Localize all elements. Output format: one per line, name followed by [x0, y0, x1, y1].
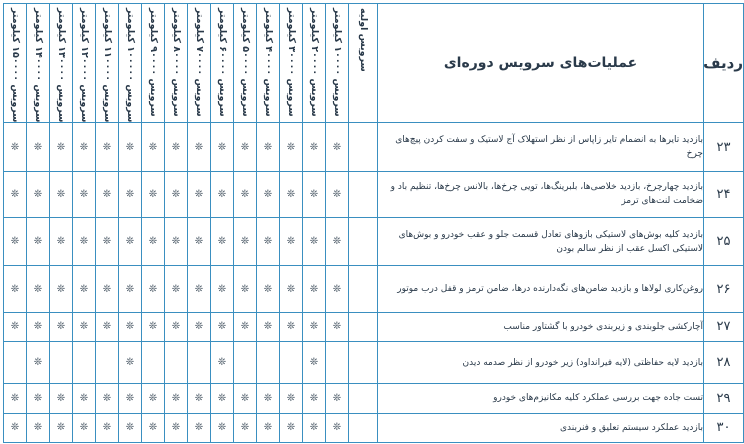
- service-header-label: سرویس ۱۰۰۰۰۰ کیلومتر: [125, 8, 136, 123]
- asterisk-mark-icon: ❊: [79, 392, 89, 404]
- asterisk-mark-icon: ❊: [102, 321, 112, 333]
- service-mark-cell: [27, 218, 50, 266]
- asterisk-mark-icon: ❊: [102, 236, 112, 248]
- service-header: [326, 4, 349, 123]
- service-mark-cell: [27, 312, 50, 341]
- asterisk-mark-icon: ❊: [102, 188, 112, 200]
- service-mark-cell: [303, 218, 326, 266]
- asterisk-mark-icon: ❊: [217, 392, 227, 404]
- asterisk-mark-icon: ❊: [286, 283, 296, 295]
- service-mark-cell: [211, 266, 234, 312]
- asterisk-mark-icon: ❊: [171, 283, 181, 295]
- service-mark-cell: [326, 413, 349, 442]
- asterisk-mark-icon: ❊: [79, 188, 89, 200]
- service-header: [165, 4, 188, 123]
- asterisk-mark-icon: ❊: [79, 422, 89, 434]
- asterisk-mark-icon: ❊: [171, 321, 181, 333]
- asterisk-mark-icon: ❊: [10, 141, 20, 153]
- service-mark-cell: [280, 218, 303, 266]
- asterisk-mark-icon: ❊: [33, 357, 43, 369]
- service-mark-cell: [188, 384, 211, 413]
- asterisk-mark-icon: ❊: [79, 141, 89, 153]
- asterisk-mark-icon: ❊: [33, 321, 43, 333]
- asterisk-mark-icon: ❊: [148, 392, 158, 404]
- asterisk-mark-icon: ❊: [33, 141, 43, 153]
- service-header: [142, 4, 165, 123]
- service-mark-cell: [326, 312, 349, 341]
- service-header: [4, 4, 27, 123]
- asterisk-mark-icon: ❊: [125, 141, 135, 153]
- asterisk-mark-icon: ❊: [240, 283, 250, 295]
- asterisk-mark-icon: ❊: [240, 321, 250, 333]
- asterisk-mark-icon: ❊: [240, 236, 250, 248]
- service-mark-cell: [165, 312, 188, 341]
- asterisk-mark-icon: ❊: [309, 141, 319, 153]
- asterisk-mark-icon: ❊: [125, 188, 135, 200]
- asterisk-mark-icon: ❊: [171, 141, 181, 153]
- row-number: ۲۳: [704, 123, 744, 171]
- service-mark-cell: [280, 171, 303, 217]
- service-header: [119, 4, 142, 123]
- service-mark-cell: [303, 266, 326, 312]
- operations-header: عملیات‌های سرویس دوره‌ای: [378, 4, 704, 123]
- service-header: [211, 4, 234, 123]
- service-mark-cell: [188, 218, 211, 266]
- operation-description: بازدید عملکرد سیستم تعلیق و فنربندی: [378, 413, 704, 442]
- service-header-label: سرویس ۶۰۰۰۰ کیلومتر: [217, 8, 228, 117]
- service-mark-cell: [73, 171, 96, 217]
- asterisk-mark-icon: ❊: [217, 422, 227, 434]
- asterisk-mark-icon: ❊: [79, 236, 89, 248]
- service-mark-cell: [50, 342, 73, 384]
- header-row: [4, 4, 744, 123]
- asterisk-mark-icon: ❊: [102, 141, 112, 153]
- service-header: [50, 4, 73, 123]
- asterisk-mark-icon: ❊: [217, 188, 227, 200]
- service-mark-cell: [96, 266, 119, 312]
- asterisk-mark-icon: ❊: [217, 141, 227, 153]
- table-row: [4, 312, 744, 341]
- service-header: [188, 4, 211, 123]
- asterisk-mark-icon: ❊: [286, 321, 296, 333]
- asterisk-mark-icon: ❊: [102, 392, 112, 404]
- asterisk-mark-icon: ❊: [309, 392, 319, 404]
- service-mark-cell: [257, 266, 280, 312]
- asterisk-mark-icon: ❊: [56, 283, 66, 295]
- asterisk-mark-icon: ❊: [10, 283, 20, 295]
- asterisk-mark-icon: ❊: [33, 283, 43, 295]
- asterisk-mark-icon: ❊: [56, 392, 66, 404]
- service-mark-cell: [96, 342, 119, 384]
- service-mark-cell: [188, 266, 211, 312]
- service-mark-cell: [211, 312, 234, 341]
- asterisk-mark-icon: ❊: [33, 188, 43, 200]
- service-mark-cell: [50, 123, 73, 171]
- service-header-label: سرویس ۱۵۰۰۰۰ کیلومتر: [10, 8, 21, 123]
- asterisk-mark-icon: ❊: [56, 141, 66, 153]
- asterisk-mark-icon: ❊: [263, 422, 273, 434]
- asterisk-mark-icon: ❊: [171, 392, 181, 404]
- asterisk-mark-icon: ❊: [171, 188, 181, 200]
- asterisk-mark-icon: ❊: [263, 236, 273, 248]
- asterisk-mark-icon: ❊: [217, 283, 227, 295]
- service-mark-cell: [349, 384, 378, 413]
- asterisk-mark-icon: ❊: [171, 236, 181, 248]
- service-header-label: سرویس ۹۰۰۰۰ کیلومتر: [148, 8, 159, 117]
- service-mark-cell: [27, 342, 50, 384]
- service-mark-cell: [303, 342, 326, 384]
- service-mark-cell: [96, 171, 119, 217]
- service-mark-cell: [188, 312, 211, 341]
- service-mark-cell: [326, 342, 349, 384]
- service-mark-cell: [142, 218, 165, 266]
- table-row: [4, 266, 744, 312]
- row-number: ۲۵: [704, 218, 744, 266]
- service-mark-cell: [257, 384, 280, 413]
- asterisk-mark-icon: ❊: [148, 141, 158, 153]
- service-header-label: سرویس ۲۰۰۰۰ کیلومتر: [309, 8, 320, 117]
- asterisk-mark-icon: ❊: [263, 188, 273, 200]
- asterisk-mark-icon: ❊: [240, 422, 250, 434]
- service-mark-cell: [4, 171, 27, 217]
- service-mark-cell: [234, 312, 257, 341]
- service-mark-cell: [119, 384, 142, 413]
- asterisk-mark-icon: ❊: [10, 321, 20, 333]
- asterisk-mark-icon: ❊: [263, 392, 273, 404]
- asterisk-mark-icon: ❊: [240, 188, 250, 200]
- asterisk-mark-icon: ❊: [309, 236, 319, 248]
- service-header: [73, 4, 96, 123]
- service-mark-cell: [257, 123, 280, 171]
- service-mark-cell: [349, 171, 378, 217]
- service-mark-cell: [326, 384, 349, 413]
- service-mark-cell: [280, 266, 303, 312]
- asterisk-mark-icon: ❊: [125, 283, 135, 295]
- asterisk-mark-icon: ❊: [332, 236, 342, 248]
- service-mark-cell: [119, 123, 142, 171]
- service-mark-cell: [50, 384, 73, 413]
- service-header: [96, 4, 119, 123]
- asterisk-mark-icon: ❊: [332, 283, 342, 295]
- asterisk-mark-icon: ❊: [240, 141, 250, 153]
- service-mark-cell: [303, 413, 326, 442]
- service-mark-cell: [234, 171, 257, 217]
- asterisk-mark-icon: ❊: [309, 422, 319, 434]
- service-mark-cell: [280, 312, 303, 341]
- service-mark-cell: [165, 342, 188, 384]
- table-row: [4, 123, 744, 171]
- service-mark-cell: [142, 342, 165, 384]
- service-mark-cell: [165, 218, 188, 266]
- asterisk-mark-icon: ❊: [263, 283, 273, 295]
- service-mark-cell: [326, 123, 349, 171]
- service-header-label: سرویس اولیه: [358, 8, 369, 72]
- asterisk-mark-icon: ❊: [79, 321, 89, 333]
- service-mark-cell: [257, 218, 280, 266]
- service-mark-cell: [27, 413, 50, 442]
- asterisk-mark-icon: ❊: [171, 422, 181, 434]
- operation-description: آچارکشی جلوبندی و زیربندی خودرو با گشتاور مناسب: [378, 312, 704, 341]
- service-mark-cell: [234, 342, 257, 384]
- asterisk-mark-icon: ❊: [10, 188, 20, 200]
- service-mark-cell: [4, 342, 27, 384]
- service-mark-cell: [165, 266, 188, 312]
- operation-description: بازدید کلیه بوش‌های لاستیکی بازوهای تعادل قسمت جلو و عقب خودرو و بوش‌های لاستیکی اکسل عقب از نظر سالم بودن: [378, 218, 704, 266]
- asterisk-mark-icon: ❊: [332, 422, 342, 434]
- service-mark-cell: [326, 218, 349, 266]
- service-mark-cell: [119, 266, 142, 312]
- service-mark-cell: [211, 384, 234, 413]
- service-mark-cell: [96, 384, 119, 413]
- asterisk-mark-icon: ❊: [217, 357, 227, 369]
- asterisk-mark-icon: ❊: [332, 141, 342, 153]
- service-mark-cell: [4, 312, 27, 341]
- asterisk-mark-icon: ❊: [194, 422, 204, 434]
- table-row: [4, 171, 744, 217]
- table-row: [4, 384, 744, 413]
- operation-description: بازدید لایه حفاظتی (لایه فیرانداود) زیر خودرو از نظر صدمه دیدن: [378, 342, 704, 384]
- service-mark-cell: [4, 413, 27, 442]
- asterisk-mark-icon: ❊: [102, 283, 112, 295]
- asterisk-mark-icon: ❊: [125, 357, 135, 369]
- service-mark-cell: [188, 171, 211, 217]
- row-number: ۲۴: [704, 171, 744, 217]
- service-mark-cell: [211, 218, 234, 266]
- asterisk-mark-icon: ❊: [125, 392, 135, 404]
- asterisk-mark-icon: ❊: [148, 422, 158, 434]
- service-mark-cell: [73, 413, 96, 442]
- service-header-label: سرویس ۱۴۰۰۰۰ کیلومتر: [33, 8, 44, 123]
- service-mark-cell: [234, 266, 257, 312]
- asterisk-mark-icon: ❊: [217, 321, 227, 333]
- asterisk-mark-icon: ❊: [102, 422, 112, 434]
- service-header-label: سرویس ۴۰۰۰۰ کیلومتر: [263, 8, 274, 117]
- service-mark-cell: [119, 218, 142, 266]
- service-mark-cell: [27, 123, 50, 171]
- asterisk-mark-icon: ❊: [194, 392, 204, 404]
- asterisk-mark-icon: ❊: [125, 321, 135, 333]
- service-mark-cell: [27, 384, 50, 413]
- asterisk-mark-icon: ❊: [286, 392, 296, 404]
- asterisk-mark-icon: ❊: [10, 392, 20, 404]
- asterisk-mark-icon: ❊: [56, 422, 66, 434]
- service-header-label: سرویس ۸۰۰۰۰ کیلومتر: [171, 8, 182, 117]
- asterisk-mark-icon: ❊: [33, 422, 43, 434]
- service-schedule-table: [3, 3, 744, 443]
- service-mark-cell: [96, 413, 119, 442]
- table-body: [4, 123, 744, 443]
- service-mark-cell: [349, 266, 378, 312]
- service-header-label: سرویس ۱۳۰۰۰۰ کیلومتر: [56, 8, 67, 123]
- asterisk-mark-icon: ❊: [332, 188, 342, 200]
- service-mark-cell: [326, 266, 349, 312]
- service-mark-cell: [349, 218, 378, 266]
- operation-description: تست جاده جهت بررسی عملکرد کلیه مکانیزم‌های خودرو: [378, 384, 704, 413]
- asterisk-mark-icon: ❊: [217, 236, 227, 248]
- service-mark-cell: [96, 123, 119, 171]
- service-mark-cell: [188, 123, 211, 171]
- service-mark-cell: [188, 413, 211, 442]
- asterisk-mark-icon: ❊: [148, 283, 158, 295]
- service-mark-cell: [142, 312, 165, 341]
- service-mark-cell: [234, 123, 257, 171]
- service-mark-cell: [303, 312, 326, 341]
- asterisk-mark-icon: ❊: [263, 141, 273, 153]
- asterisk-mark-icon: ❊: [240, 392, 250, 404]
- row-number: ۲۷: [704, 312, 744, 341]
- asterisk-mark-icon: ❊: [286, 422, 296, 434]
- service-mark-cell: [257, 342, 280, 384]
- asterisk-mark-icon: ❊: [194, 236, 204, 248]
- service-mark-cell: [280, 413, 303, 442]
- service-mark-cell: [50, 171, 73, 217]
- service-mark-cell: [234, 413, 257, 442]
- service-mark-cell: [50, 413, 73, 442]
- service-mark-cell: [280, 384, 303, 413]
- asterisk-mark-icon: ❊: [332, 321, 342, 333]
- service-mark-cell: [119, 413, 142, 442]
- asterisk-mark-icon: ❊: [10, 236, 20, 248]
- asterisk-mark-icon: ❊: [125, 236, 135, 248]
- service-mark-cell: [142, 123, 165, 171]
- service-mark-cell: [50, 312, 73, 341]
- service-mark-cell: [27, 171, 50, 217]
- service-mark-cell: [303, 384, 326, 413]
- service-header: [349, 4, 378, 123]
- row-number: ۲۹: [704, 384, 744, 413]
- row-number: ۲۶: [704, 266, 744, 312]
- service-header-label: سرویس ۱۲۰۰۰۰ کیلومتر: [79, 8, 90, 123]
- service-mark-cell: [349, 413, 378, 442]
- asterisk-mark-icon: ❊: [309, 357, 319, 369]
- service-mark-cell: [4, 218, 27, 266]
- service-header-label: سرویس ۷۰۰۰۰ کیلومتر: [194, 8, 205, 117]
- asterisk-mark-icon: ❊: [286, 188, 296, 200]
- service-mark-cell: [303, 171, 326, 217]
- service-mark-cell: [211, 123, 234, 171]
- service-mark-cell: [119, 312, 142, 341]
- operation-description: روغن‌کاری لولاها و بازدید ضامن‌های نگه‌دارنده درها، ضامن ترمز و قفل درب موتور: [378, 266, 704, 312]
- table-row: [4, 413, 744, 442]
- service-header-label: سرویس ۳۰۰۰۰ کیلومتر: [286, 8, 297, 117]
- asterisk-mark-icon: ❊: [194, 321, 204, 333]
- service-mark-cell: [4, 266, 27, 312]
- service-mark-cell: [119, 342, 142, 384]
- asterisk-mark-icon: ❊: [309, 283, 319, 295]
- asterisk-mark-icon: ❊: [148, 188, 158, 200]
- service-mark-cell: [234, 384, 257, 413]
- row-number: ۳۰: [704, 413, 744, 442]
- asterisk-mark-icon: ❊: [148, 321, 158, 333]
- asterisk-mark-icon: ❊: [148, 236, 158, 248]
- asterisk-mark-icon: ❊: [194, 283, 204, 295]
- asterisk-mark-icon: ❊: [286, 236, 296, 248]
- service-mark-cell: [73, 384, 96, 413]
- service-mark-cell: [50, 266, 73, 312]
- service-mark-cell: [257, 413, 280, 442]
- service-mark-cell: [73, 123, 96, 171]
- service-header: [280, 4, 303, 123]
- service-mark-cell: [165, 413, 188, 442]
- service-mark-cell: [257, 312, 280, 341]
- service-header: [234, 4, 257, 123]
- table-row: [4, 218, 744, 266]
- service-mark-cell: [211, 342, 234, 384]
- operation-description: بازدید چهارچرخ، بازدید خلاصی‌ها، بلبرینگ‌ها، تویی چرخ‌ها، بالانس چرخ‌ها، تنظیم باد و ضخامت لنت‌های ترمز: [378, 171, 704, 217]
- service-mark-cell: [73, 342, 96, 384]
- asterisk-mark-icon: ❊: [56, 236, 66, 248]
- asterisk-mark-icon: ❊: [194, 141, 204, 153]
- service-mark-cell: [349, 123, 378, 171]
- row-number: ۲۸: [704, 342, 744, 384]
- asterisk-mark-icon: ❊: [125, 422, 135, 434]
- asterisk-mark-icon: ❊: [332, 392, 342, 404]
- asterisk-mark-icon: ❊: [194, 188, 204, 200]
- service-mark-cell: [142, 384, 165, 413]
- service-mark-cell: [142, 413, 165, 442]
- service-mark-cell: [4, 384, 27, 413]
- service-header-label: سرویس ۱۱۰۰۰۰ کیلومتر: [102, 8, 113, 123]
- service-mark-cell: [165, 384, 188, 413]
- service-mark-cell: [119, 171, 142, 217]
- service-header: [303, 4, 326, 123]
- asterisk-mark-icon: ❊: [56, 188, 66, 200]
- service-mark-cell: [211, 413, 234, 442]
- asterisk-mark-icon: ❊: [309, 188, 319, 200]
- asterisk-mark-icon: ❊: [56, 321, 66, 333]
- asterisk-mark-icon: ❊: [309, 321, 319, 333]
- row-number-header: ردیف: [704, 4, 744, 123]
- service-mark-cell: [96, 218, 119, 266]
- service-mark-cell: [234, 218, 257, 266]
- service-mark-cell: [73, 218, 96, 266]
- service-header-label: سرویس ۵۰۰۰۰ کیلومتر: [240, 8, 251, 117]
- service-header: [257, 4, 280, 123]
- service-mark-cell: [211, 171, 234, 217]
- asterisk-mark-icon: ❊: [10, 422, 20, 434]
- asterisk-mark-icon: ❊: [286, 141, 296, 153]
- service-header: [27, 4, 50, 123]
- asterisk-mark-icon: ❊: [33, 392, 43, 404]
- service-mark-cell: [165, 171, 188, 217]
- service-mark-cell: [280, 123, 303, 171]
- service-mark-cell: [142, 266, 165, 312]
- service-mark-cell: [96, 312, 119, 341]
- service-mark-cell: [303, 123, 326, 171]
- service-mark-cell: [50, 218, 73, 266]
- service-mark-cell: [4, 123, 27, 171]
- asterisk-mark-icon: ❊: [79, 283, 89, 295]
- service-mark-cell: [257, 171, 280, 217]
- asterisk-mark-icon: ❊: [33, 236, 43, 248]
- service-mark-cell: [73, 312, 96, 341]
- service-header-label: سرویس ۱۰۰۰۰ کیلومتر: [332, 8, 343, 117]
- asterisk-mark-icon: ❊: [263, 321, 273, 333]
- service-mark-cell: [73, 266, 96, 312]
- service-mark-cell: [349, 312, 378, 341]
- service-mark-cell: [165, 123, 188, 171]
- service-mark-cell: [142, 171, 165, 217]
- service-mark-cell: [349, 342, 378, 384]
- service-mark-cell: [27, 266, 50, 312]
- table-row: [4, 342, 744, 384]
- service-mark-cell: [188, 342, 211, 384]
- service-mark-cell: [326, 171, 349, 217]
- service-mark-cell: [280, 342, 303, 384]
- operation-description: بازدید تایرها به انضمام تایر زاپاس از نظر استهلاک آج لاستیک و سفت کردن پیچ‌های چرخ: [378, 123, 704, 171]
